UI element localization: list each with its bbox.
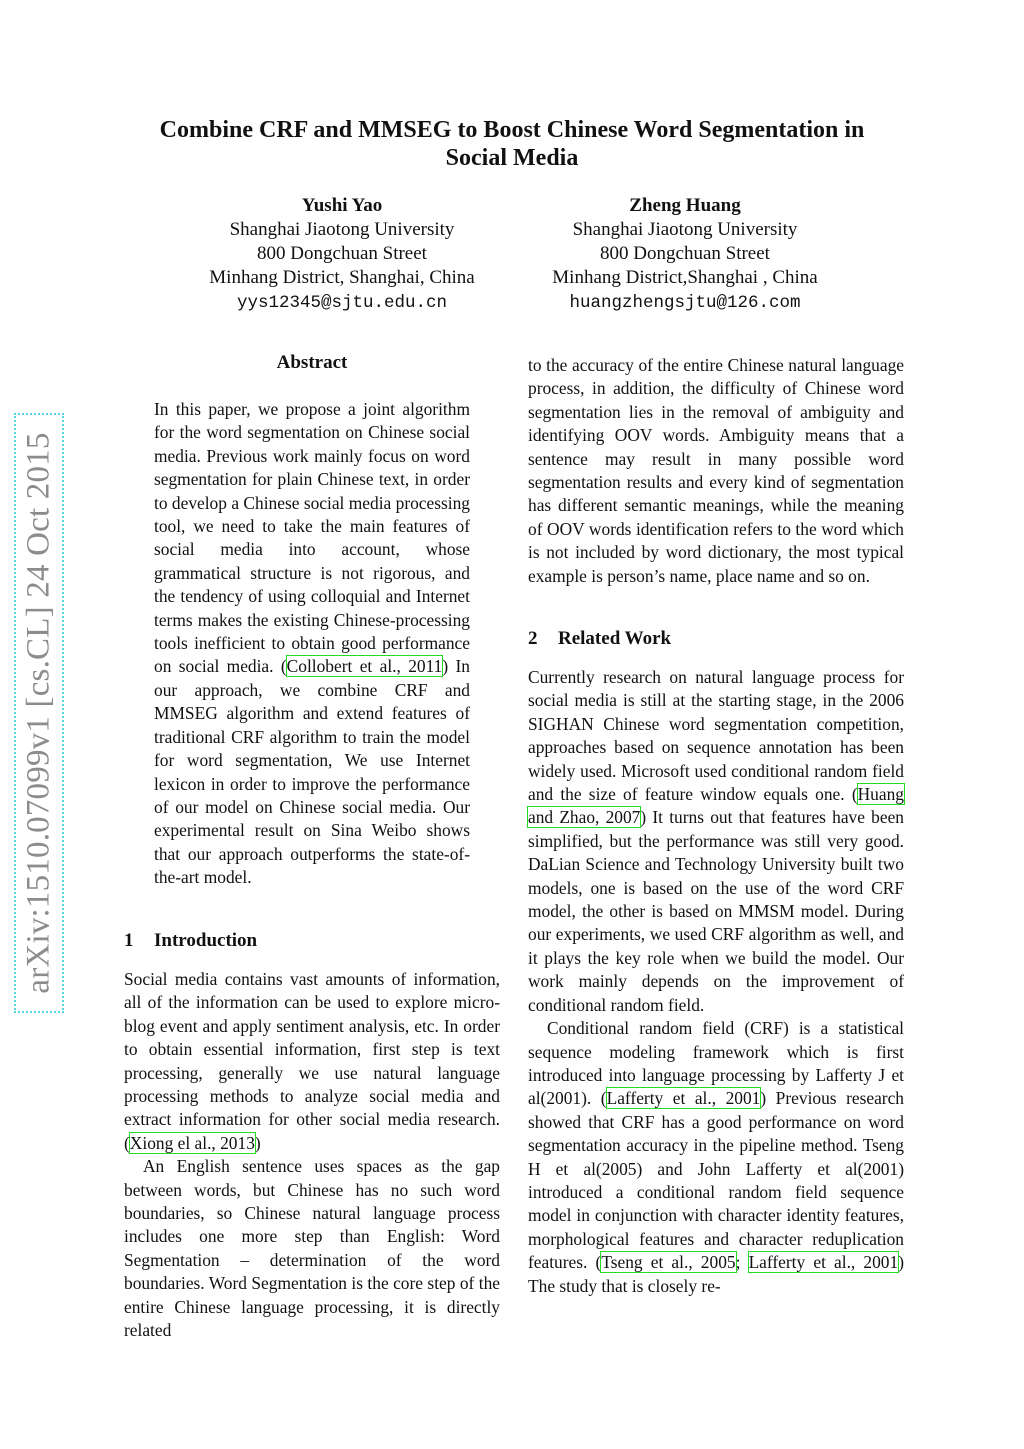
arxiv-identifier: arXiv:1510.07099v1 [cs.CL] 24 Oct 2015	[20, 432, 57, 994]
body-paragraph: Social media contains vast amounts of information, all of the information can be used to explore micro-blog event and apply sentiment analysis, etc. In order to obtain essential information, first step is text processing, generally we use natural language processing methods to analyze social media and extract information for other social media research. (Xiong el al., 2013)	[124, 969, 500, 1153]
section-heading-related-work	[528, 628, 671, 650]
body-paragraph: An English sentence uses spaces as the gap between words, but Chinese has no such word boundaries, so Chinese natural language process includes one more step than English: Word Segmentation – determination of the word boundaries. Word Segmentation is the core step of the entire Chinese language processing, it is directly related	[124, 1156, 500, 1341]
author-affiliation: Shanghai Jiaotong University	[572, 219, 798, 240]
section-title: Related Work	[558, 628, 672, 649]
section-number: 2	[528, 628, 538, 649]
body-paragraph: Conditional random field (CRF) is a statistical sequence modeling framework which is first introduced into language processing by Lafferty J et al(2001). (Lafferty et al., 2001) Previous research showed that CRF has a good performance on word segmentation accuracy in the pipeline method. Tseng H et al(2005) and John Lafferty et al(2001) introduced a conditional random field sequence model in conjunction with character identity features, morphological features and character reduplication features. (Tseng et al., 2005; Lafferty et al., 2001) The study that is closely re-	[528, 1018, 904, 1296]
abstract-heading: Abstract	[276, 352, 348, 373]
author-city: Minhang District, Shanghai, China	[209, 267, 475, 288]
author-email: yys12345@sjtu.edu.cn	[236, 293, 448, 313]
author-street: 800 Dongchuan Street	[257, 243, 427, 264]
abstract-body	[154, 398, 470, 890]
citation-link[interactable]: Huang and Zhao, 2007	[528, 784, 904, 828]
section-title: Introduction	[154, 930, 258, 951]
author-name: Yushi Yao	[301, 195, 383, 216]
body-paragraph: Currently research on natural language process for social media is still at the starting stage, in the 2006 SIGHAN Chinese word segmentation competition, approaches based on sequence annotation has been widely used. Microsoft used conditional random field and the size of feature window equals one. (Huang and Zhao, 2007) It turns out that features have been simplified, but the performance was still very good. DaLian Science and Technology University built two models, one is based on the use of the word CRF model, the other is based on MMSM model. During our experiments, we used CRF algorithm as well, and it plays the key role when we build the model. Our work mainly depends on the improvement of conditional random field.	[528, 667, 905, 1015]
paper-title: Combine CRF and MMSEG to Boost Chinese Word Segmentation in Social Media	[159, 117, 865, 171]
author-email: huangzhengsjtu@126.com	[569, 293, 801, 313]
citation-link[interactable]: Tseng et al., 2005	[601, 1252, 736, 1273]
citation-link[interactable]: Lafferty et al., 2001	[606, 1088, 761, 1109]
abstract-paragraph: In this paper, we propose a joint algorithm for the word segmentation on Chinese social media. Previous work mainly focus on word segmentation for plain Chinese text, in order to develop a Chinese social media processing tool, we need to take the main features of social media into account, whose grammatical structure is not rigorous, and the tendency of using colloquial and Internet terms makes the existing Chinese-processing tools inefficient to obtain good performance on social media. (Collobert et al., 2011) In our approach, we combine CRF and MMSEG algorithm and extend features of traditional CRF algorithm to train the model for word segmentation, We use Internet lexicon in order to improve the performance of our model on Chinese social media. Our experimental result on Sina Weibo shows that our approach outperforms the state-of-the-art model.	[154, 399, 470, 888]
author-affiliation: Shanghai Jiaotong University	[229, 219, 455, 240]
section-heading-introduction	[124, 930, 257, 952]
related-work-body	[528, 666, 904, 1298]
author-street: 800 Dongchuan Street	[600, 243, 770, 264]
author-block-1	[172, 194, 512, 315]
author-name: Zheng Huang	[629, 195, 741, 216]
body-paragraph: to the accuracy of the entire Chinese natural language process, in addition, the difficulty of Chinese word segmentation lies in the removal of ambiguity and identifying OOV words. Ambiguity means that a sentence may result in many possible word segmentation results and every kind of segmentation has different semantic meanings, while the meaning of OOV words identification refers to the word which is not included by word dictionary, the most typical example is person’s name, place name and so on.	[528, 355, 904, 586]
author-city: Minhang District,Shanghai , China	[552, 267, 818, 288]
section-number: 1	[124, 930, 134, 951]
continued-paragraph	[528, 354, 904, 588]
citation-link[interactable]: Collobert et al., 2011	[286, 656, 443, 677]
citation-link[interactable]: Xiong el al., 2013	[129, 1132, 255, 1153]
citation-link[interactable]: Lafferty et al., 2001	[748, 1252, 899, 1273]
author-block-2	[515, 194, 855, 315]
introduction-body	[124, 968, 500, 1343]
arxiv-sidebar-stamp	[14, 413, 64, 1013]
